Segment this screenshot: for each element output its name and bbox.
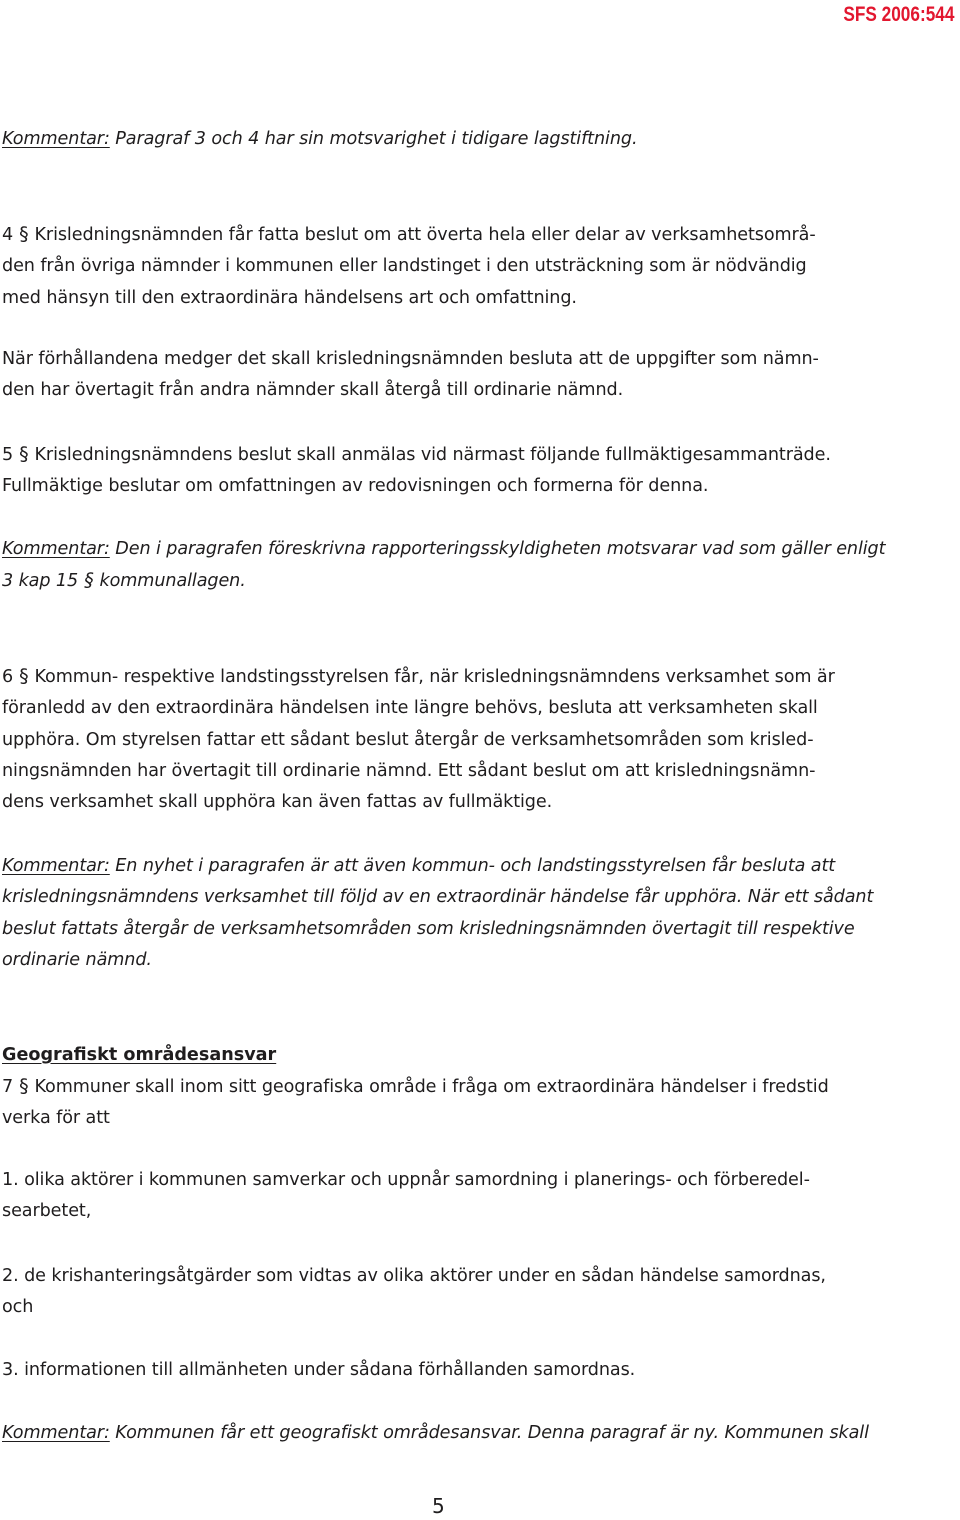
- comment-section-7: [2, 1418, 902, 1449]
- section-text: Fullmäktige beslutar om omfattningen av redovisningen och formerna för denna.: [2, 476, 709, 497]
- comment-section-5: [2, 534, 902, 598]
- section-number: 7: [2, 1077, 14, 1097]
- section-text: Krisledningsnämnden får fatta beslut om att överta hela eller delar av verksamhetsområ-: [34, 225, 816, 245]
- comment-text: En nyhet i paragrafen är att även kommun- och landstingsstyrelsen får besluta att: [115, 856, 836, 876]
- section-text: När förhållandena medger det skall krisledningsnämnden besluta att de uppgifter som nämn-: [2, 349, 819, 369]
- section-heading: Geografiskt områdesansvar: [2, 1045, 277, 1065]
- list-item-2: [2, 1261, 902, 1324]
- comment-text: kommunallagen.: [99, 571, 246, 592]
- section-sign-icon: §: [19, 1075, 29, 1097]
- section-text: den från övriga nämnder i kommunen eller landstinget i den utsträckning som är nödvändig: [2, 256, 807, 277]
- comment-label: Kommentar:: [2, 1423, 110, 1443]
- section-sign-icon: §: [19, 223, 29, 245]
- section-text: upphöra. Om styrelsen fattar ett sådant beslut återgår de verksamhetsområden som krisled-: [2, 729, 814, 750]
- section-sign-icon: §: [19, 665, 29, 687]
- section-sign-icon: §: [84, 569, 94, 592]
- section-4-second-paragraph: [2, 344, 902, 407]
- list-item-text: och: [2, 1297, 34, 1318]
- section-4: [2, 219, 902, 314]
- section-7: [2, 1071, 902, 1135]
- list-item-text: 1. olika aktörer i kommunen samverkar och uppnår samordning i planerings- och förberedel-: [2, 1170, 810, 1190]
- section-text: Kommun- respektive landstingsstyrelsen får, när krisledningsnämndens verksamhet som är: [34, 667, 835, 687]
- list-item-1: [2, 1165, 902, 1228]
- section-number: 4: [2, 225, 14, 245]
- section-6: [2, 661, 902, 818]
- section-text: den har övertagit från andra nämnder skall återgå till ordinarie nämnd.: [2, 380, 624, 401]
- list-item-3: [2, 1355, 902, 1386]
- section-sign-icon: §: [19, 443, 29, 465]
- list-item-text: 2. de krishanteringsåtgärder som vidtas av olika aktörer under en sådan händelse samordnas,: [2, 1266, 826, 1286]
- comment-paragraph-3-4: [2, 124, 902, 155]
- comment-text: Den i paragrafen föreskrivna rapporteringsskyldigheten motsvarar vad som gäller enligt: [115, 539, 886, 559]
- comment-text: Paragraf 3 och 4 har sin motsvarighet i tidigare lagstiftning.: [115, 129, 638, 149]
- section-text: Kommuner skall inom sitt geografiska område i fråga om extraordinära händelser i fredstid: [34, 1077, 829, 1097]
- comment-text: ordinarie nämnd.: [2, 949, 152, 970]
- comment-label: Kommentar:: [2, 539, 110, 559]
- comment-section-6: [2, 851, 902, 976]
- section-5: [2, 439, 902, 503]
- section-text: föranledd av den extraordinära händelsen inte längre behövs, besluta att verksamheten skall: [2, 698, 818, 719]
- page-number: 5: [432, 1494, 445, 1518]
- document-code: SFS 2006:544: [842, 3, 954, 26]
- list-item-text: searbetet,: [2, 1201, 92, 1222]
- section-text: Krisledningsnämndens beslut skall anmälas vid närmast följande fullmäktigesammanträde.: [34, 445, 831, 465]
- list-item-text: 3. informationen till allmänheten under sådana förhållanden samordnas.: [2, 1360, 636, 1380]
- comment-text: 3 kap 15: [2, 571, 79, 592]
- comment-label: Kommentar:: [2, 129, 110, 149]
- section-number: 6: [2, 667, 14, 687]
- comment-text: Kommunen får ett geografiskt områdesansvar. Denna paragraf är ny. Kommunen skall: [115, 1423, 869, 1443]
- section-text: dens verksamhet skall upphöra kan även fattas av fullmäktige.: [2, 792, 553, 813]
- comment-text: beslut fattats återgår de verksamhetsområden som krisledningsnämnden övertagit till respektive: [2, 918, 855, 939]
- section-text: ningsnämnden har övertagit till ordinarie nämnd. Ett sådant beslut om att krisledningsnämn-: [2, 760, 816, 781]
- section-text: verka för att: [2, 1108, 110, 1129]
- comment-label: Kommentar:: [2, 856, 110, 876]
- comment-text: krisledningsnämndens verksamhet till följd av en extraordinär händelse får upphöra. När ett sådant: [2, 887, 874, 908]
- section-text: med hänsyn till den extraordinära händelsens art och omfattning.: [2, 287, 577, 308]
- section-number: 5: [2, 445, 14, 465]
